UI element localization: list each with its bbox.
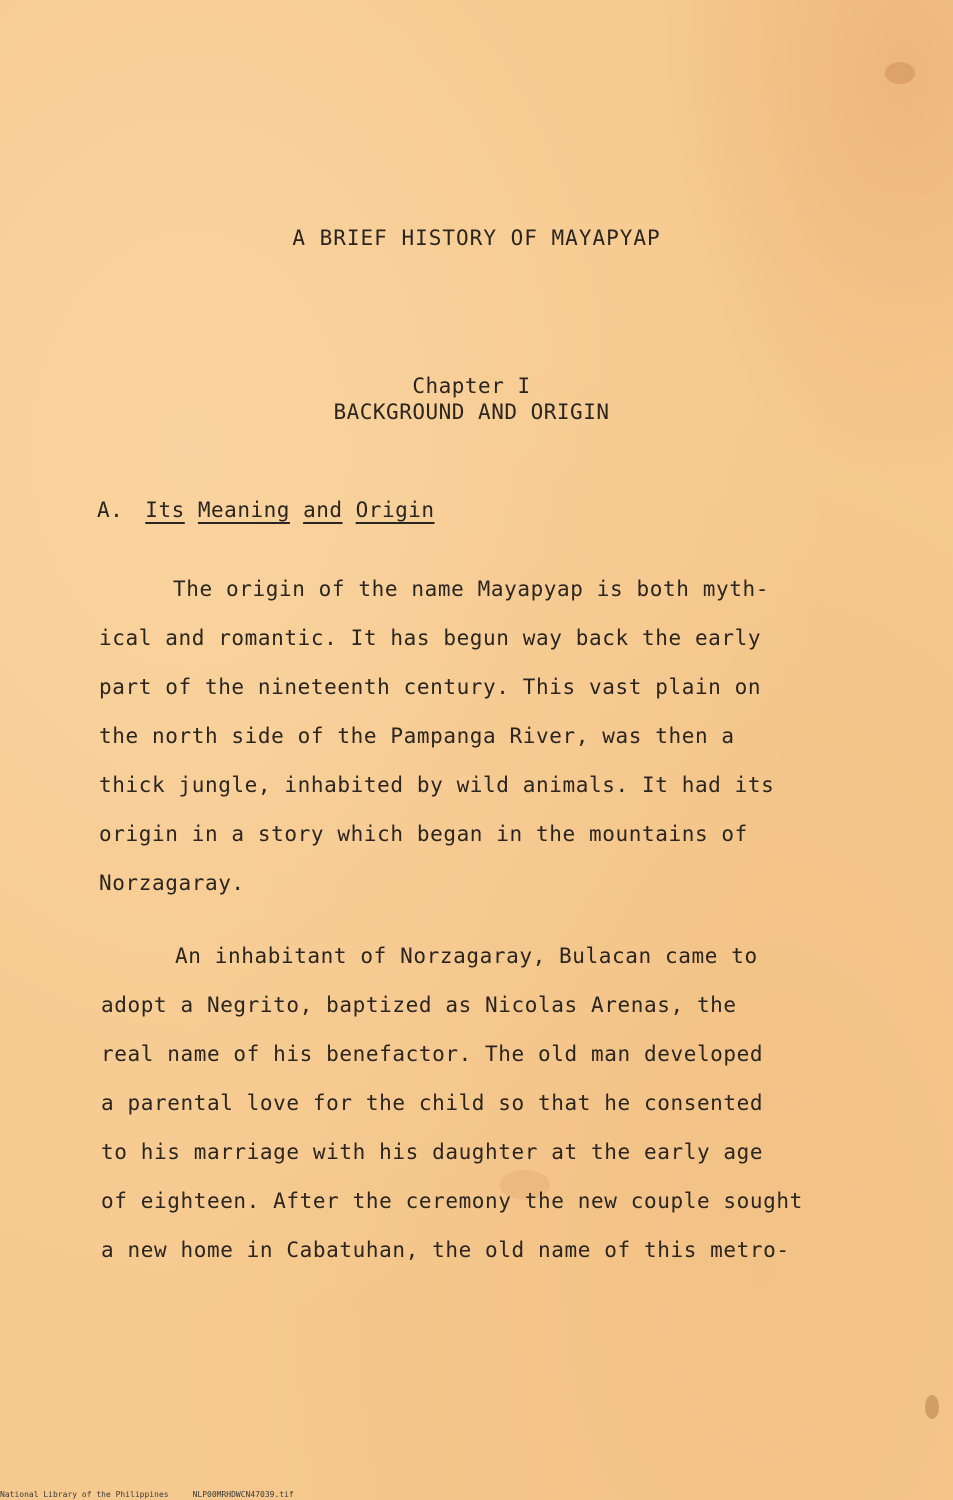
chapter-heading bbox=[0, 373, 943, 425]
paragraph-line: part of the nineteenth century. This vast plain on bbox=[99, 675, 762, 699]
paragraph-line: The origin of the name Mayapyap is both myth- bbox=[173, 577, 769, 601]
paragraph-line: An inhabitant of Norzagaray, Bulacan came to bbox=[175, 944, 758, 968]
section-word: Meaning bbox=[197, 498, 290, 522]
paragraph-line: real name of his benefactor. The old man developed bbox=[101, 1042, 764, 1066]
paragraph-line: the north side of the Pampanga River, was then a bbox=[99, 724, 735, 748]
section-word: Its bbox=[145, 498, 185, 522]
paragraph-line: origin in a story which began in the mountains of bbox=[99, 822, 748, 846]
chapter-number: Chapter I bbox=[412, 374, 531, 398]
section-word: and bbox=[303, 498, 343, 522]
paragraph-line: of eighteen. After the ceremony the new couple sought bbox=[101, 1189, 803, 1213]
paragraph-line: to his marriage with his daughter at the early age bbox=[101, 1140, 764, 1164]
section-heading bbox=[97, 498, 435, 522]
paragraph-line: thick jungle, inhabited by wild animals. It had its bbox=[99, 773, 775, 797]
paragraph-1 bbox=[99, 565, 774, 908]
footer-library: National Library of the Philippines bbox=[0, 1490, 169, 1499]
chapter-name: BACKGROUND AND ORIGIN bbox=[333, 400, 610, 424]
paragraph-line: a new home in Cabatuhan, the old name of this metro- bbox=[101, 1238, 790, 1262]
section-word: Origin bbox=[355, 498, 435, 522]
paragraph-line: Norzagaray. bbox=[99, 871, 245, 895]
paragraph-line: adopt a Negrito, baptized as Nicolas Arenas, the bbox=[101, 993, 737, 1017]
document-title: A BRIEF HISTORY OF MAYAPYAP bbox=[292, 226, 661, 250]
section-letter: A. bbox=[97, 498, 124, 522]
stain-mark bbox=[925, 1395, 939, 1419]
stain-mark bbox=[885, 62, 915, 84]
footer-filename: NLP00MRHDWCN47039.tif bbox=[192, 1490, 294, 1499]
paragraph-line: ical and romantic. It has begun way back the early bbox=[99, 626, 762, 650]
paragraph-2 bbox=[101, 932, 803, 1275]
paragraph-line: a parental love for the child so that he consented bbox=[101, 1091, 764, 1115]
scan-footer bbox=[0, 1490, 294, 1499]
